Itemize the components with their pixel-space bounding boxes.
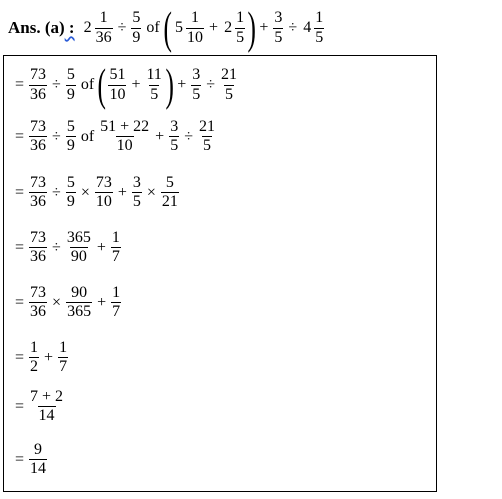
numerator: 73 (30, 174, 47, 191)
numerator: 73 (30, 118, 47, 135)
fraction (111, 229, 121, 267)
numerator: 73 (30, 229, 47, 246)
fraction (66, 229, 92, 267)
numerator: 1 (236, 9, 245, 27)
numerator: 5 (66, 174, 75, 191)
numerator: 1 (191, 9, 200, 27)
equals-sign: = (15, 76, 25, 93)
solution-step-4 (12, 229, 123, 267)
solution-step-2 (12, 118, 218, 156)
answer-label-colon: : (64, 18, 75, 37)
fraction (111, 284, 121, 322)
denominator: 5 (225, 85, 234, 103)
denominator: 9 (66, 137, 75, 155)
fraction (146, 66, 163, 104)
solution-step-7 (12, 388, 66, 426)
denominator: 14 (30, 460, 47, 478)
numerator: 1 (30, 339, 39, 356)
numerator: 5 (66, 118, 75, 135)
plus-sign: + (259, 19, 269, 36)
numerator: 5 (165, 174, 174, 191)
denominator: 5 (150, 85, 159, 103)
numerator: 3 (274, 9, 283, 27)
fraction (220, 66, 238, 104)
numerator: 1 (111, 229, 120, 246)
fraction (131, 9, 141, 47)
solution-step-8 (12, 441, 49, 479)
denominator: 10 (116, 137, 133, 155)
denominator: 36 (30, 137, 47, 155)
question-expression (8, 2, 488, 54)
multiply-sign: × (80, 183, 90, 201)
solution-step-3 (12, 174, 181, 212)
denominator: 10 (95, 193, 112, 211)
fraction (95, 9, 113, 47)
numerator: 1 (315, 9, 324, 27)
equals-sign: = (15, 397, 25, 415)
denominator: 5 (202, 137, 211, 155)
divide-sign: ÷ (206, 76, 216, 93)
numerator: 5 (132, 9, 141, 27)
denominator: 2 (30, 358, 39, 376)
left-paren: ( (97, 59, 107, 110)
divide-sign: ÷ (52, 127, 61, 145)
denominator: 9 (132, 28, 141, 46)
mixed-whole: 5 (175, 19, 184, 36)
denominator: 36 (30, 303, 47, 321)
of-word: of (80, 127, 95, 145)
divide-sign: ÷ (52, 183, 61, 201)
fraction (99, 118, 150, 156)
fraction (66, 66, 76, 104)
fraction (314, 9, 324, 47)
divide-sign: ÷ (117, 19, 127, 36)
plus-sign: + (177, 76, 187, 93)
numerator: 11 (146, 66, 162, 84)
denominator: 7 (59, 358, 68, 376)
plus-sign: + (44, 348, 54, 366)
answer-label-text: Ans. (a) (8, 18, 65, 37)
fraction (191, 66, 201, 104)
fraction (29, 118, 47, 156)
divide-sign: ÷ (52, 76, 61, 93)
fraction (29, 388, 64, 426)
numerator: 1 (112, 284, 121, 301)
of-word: of (80, 76, 95, 93)
numerator: 365 (66, 229, 91, 246)
denominator: 5 (274, 28, 283, 46)
numerator: 21 (198, 118, 215, 135)
denominator: 5 (132, 193, 141, 211)
fraction (29, 284, 47, 322)
fraction (95, 174, 113, 212)
fraction (169, 118, 179, 156)
numerator: 73 (95, 174, 112, 191)
equals-sign: = (15, 450, 25, 468)
equals-sign: = (15, 348, 25, 366)
denominator: 7 (111, 248, 120, 266)
denominator: 14 (38, 407, 55, 425)
numerator: 90 (71, 284, 88, 301)
denominator: 36 (30, 193, 47, 211)
numerator: 7 + 2 (30, 388, 64, 405)
numerator: 51 (109, 66, 126, 84)
equals-sign: = (15, 293, 25, 311)
plus-sign: + (209, 19, 219, 36)
numerator: 9 (34, 441, 43, 458)
fraction (29, 174, 47, 212)
multiply-sign: × (146, 183, 156, 201)
denominator: 10 (109, 85, 126, 103)
fraction (29, 66, 47, 104)
numerator: 3 (132, 174, 141, 191)
fraction (29, 441, 47, 479)
denominator: 36 (95, 28, 112, 46)
denominator: 36 (30, 248, 47, 266)
denominator: 10 (187, 28, 204, 46)
denominator: 9 (66, 85, 75, 103)
plus-sign: + (155, 127, 165, 145)
solution-step-6 (12, 339, 70, 377)
plus-sign: + (97, 293, 107, 311)
fraction (29, 339, 39, 377)
solution-box (3, 55, 437, 492)
denominator: 36 (30, 85, 47, 103)
denominator: 9 (66, 193, 75, 211)
plus-sign: + (96, 238, 106, 256)
plus-sign: + (117, 183, 127, 201)
fraction (108, 66, 126, 104)
fraction (29, 229, 47, 267)
numerator: 51 + 22 (100, 118, 150, 135)
mixed-whole: 4 (303, 19, 312, 36)
divide-sign: ÷ (184, 127, 193, 145)
fraction (198, 118, 216, 156)
multiply-sign: × (52, 293, 62, 311)
equals-sign: = (15, 127, 25, 145)
numerator: 5 (66, 66, 75, 84)
denominator: 365 (67, 303, 92, 321)
fraction (161, 174, 179, 212)
mixed-whole: 2 (83, 19, 92, 36)
right-paren: ) (247, 2, 256, 53)
fraction (132, 174, 142, 212)
divide-sign: ÷ (52, 238, 61, 256)
numerator: 1 (99, 9, 108, 27)
fraction (186, 9, 204, 47)
denominator: 5 (315, 28, 324, 46)
mixed-whole: 2 (224, 19, 233, 36)
numerator: 3 (192, 66, 201, 84)
divide-sign: ÷ (288, 19, 298, 36)
denominator: 90 (70, 248, 87, 266)
right-paren: ) (165, 59, 174, 110)
equals-sign: = (15, 238, 25, 256)
denominator: 5 (236, 28, 245, 46)
fraction (66, 284, 92, 322)
solution-step-5 (12, 284, 123, 322)
fraction (66, 118, 76, 156)
answer-label (8, 18, 75, 38)
equals-sign: = (15, 183, 25, 201)
numerator: 3 (170, 118, 179, 135)
solution-step-1 (12, 59, 240, 110)
denominator: 5 (170, 137, 179, 155)
denominator: 5 (192, 85, 201, 103)
numerator: 1 (59, 339, 68, 356)
fraction (235, 9, 245, 47)
of-word: of (146, 19, 160, 36)
plus-sign: + (131, 76, 141, 93)
numerator: 73 (30, 66, 47, 84)
denominator: 21 (161, 193, 178, 211)
left-paren: ( (163, 2, 172, 53)
numerator: 73 (30, 284, 47, 301)
fraction (58, 339, 68, 377)
denominator: 7 (112, 303, 121, 321)
fraction (66, 174, 76, 212)
fraction (273, 9, 283, 47)
numerator: 21 (221, 66, 238, 84)
